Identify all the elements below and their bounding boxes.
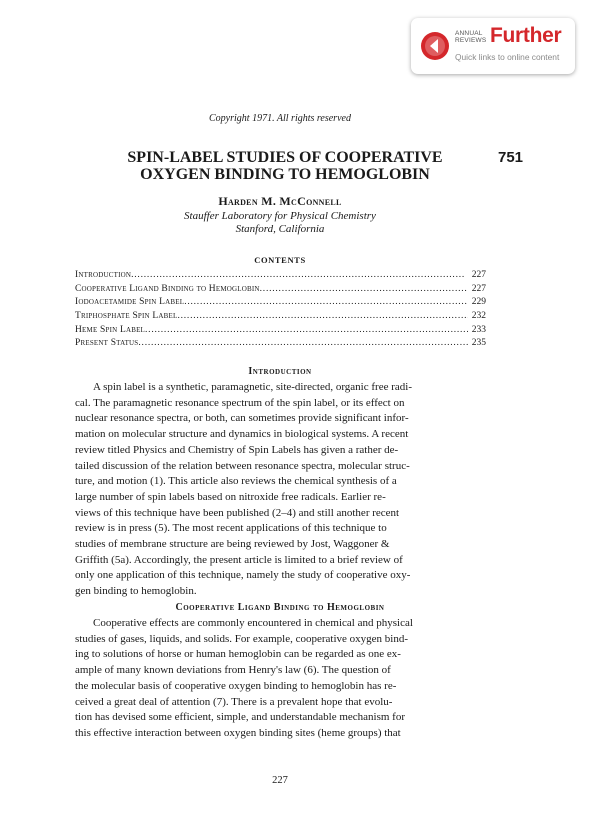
title-line: OXYGEN BINDING TO HEMOGLOBIN <box>140 166 430 183</box>
toc-entry-page: 232 <box>471 311 486 322</box>
toc-leader-dots <box>145 325 468 335</box>
toc-entry-title: Heme Spin Label <box>75 324 146 335</box>
toc-leader-dots <box>138 338 468 348</box>
toc-entry-title: Present Status <box>75 338 139 349</box>
contents-heading: CONTENTS <box>254 255 306 265</box>
text-line: ture, and motion (1). This article also reviews the chemical synthesis of a <box>75 475 397 488</box>
toc-entry[interactable] <box>75 270 486 284</box>
introduction-paragraph <box>75 380 488 600</box>
toc-leader-dots <box>131 270 468 280</box>
text-line: mation on molecular structure and dynamics in biological systems. A recent <box>75 428 409 441</box>
cooperative-binding-paragraph <box>75 616 488 742</box>
toc-entry-title: Iodoacetamide Spin Label <box>75 297 185 308</box>
text-line: this effective interaction between oxygen binding sites (heme groups) that <box>75 726 401 739</box>
toc-leader-dots <box>177 311 468 321</box>
toc-entry[interactable] <box>75 338 486 352</box>
text-line: ceived a great deal of attention (7). There is a prevalent hope that evolu- <box>75 695 393 708</box>
title-line: SPIN-LABEL STUDIES OF COOPERATIVE <box>127 149 443 166</box>
text-line: views of this technique have been published (2–4) and still another recent <box>75 506 400 519</box>
toc-entry-page: 233 <box>471 324 486 335</box>
text-line: gen binding to hemoglobin. <box>75 585 197 598</box>
text-line: tailed discussion of the relation between resonance spectra, molecular struc- <box>75 459 410 472</box>
journal-page-number: 751 <box>498 149 524 166</box>
text-line: Griffith (5a). Accordingly, the present article is limited to a brief review of <box>75 553 403 566</box>
text-line: studies of membrane structure are being reviewed by Jost, Waggoner & <box>75 538 390 551</box>
affiliation: Stauffer Laboratory for Physical Chemistry Stanford, California <box>184 210 376 235</box>
toc-entry-page: 227 <box>471 283 486 294</box>
badge-tagline: Quick links to online content <box>455 52 560 62</box>
toc-entry[interactable] <box>75 284 486 298</box>
toc-leader-dots <box>184 297 468 307</box>
toc-entry[interactable] <box>75 311 486 325</box>
text-line: A spin label is a synthetic, paramagnetic, site-directed, organic free radi- <box>93 381 412 393</box>
toc-leader-dots <box>260 284 468 294</box>
further-label: Further <box>490 24 562 47</box>
text-line: nuclear resonance spectra, or both, can sometimes provide significant infor- <box>75 412 409 425</box>
annual-reviews-wordmark: ANNUAL REVIEWS <box>455 30 487 44</box>
copyright-notice: Copyright 1971. All rights reserved <box>209 113 351 124</box>
text-line: large number of spin labels based on nitroxide free radicals. Earlier re- <box>75 490 386 503</box>
text-line: Cooperative effects are commonly encountered in chemical and physical <box>93 617 413 629</box>
text-line: cal. The paramagnetic resonance spectrum of the spin label, or its effect on <box>75 396 405 409</box>
toc-entry[interactable] <box>75 297 486 311</box>
toc-entry-page: 229 <box>471 297 486 308</box>
text-line: review is in press (5). The most recent applications of this technique to <box>75 522 387 535</box>
toc-entry[interactable] <box>75 325 486 339</box>
text-line: ample of many known deviations from Henry's law (6). The question of <box>75 664 391 677</box>
section-heading-cooperative-binding: Cooperative Ligand Binding to Hemoglobin <box>175 602 385 613</box>
author-name: Harden M. McConnell <box>218 194 342 208</box>
table-of-contents <box>75 270 486 352</box>
toc-entry-title: Introduction <box>75 270 132 280</box>
further-links-badge[interactable] <box>411 18 575 74</box>
text-line: studies of gases, liquids, and solids. For example, cooperative oxygen bind- <box>75 632 408 645</box>
text-line: the molecular basis of cooperative oxygen binding to hemoglobin has re- <box>75 679 397 692</box>
text-line: only one application of this technique, namely the study of cooperative oxy- <box>75 569 411 582</box>
toc-entry-title: Cooperative Ligand Binding to Hemoglobin <box>75 283 260 294</box>
section-heading-introduction: Introduction <box>248 366 312 377</box>
toc-entry-title: Triphosphate Spin Label <box>75 311 178 322</box>
toc-entry-page: 235 <box>471 338 486 349</box>
article-title <box>90 149 480 183</box>
toc-entry-page: 227 <box>471 270 486 280</box>
text-line: review titled Physics and Chemistry of Spin Labels has given a rather de- <box>75 443 399 456</box>
back-arrow-icon <box>420 31 450 61</box>
text-line: tion has devised some efficient, simple, and understandable mechanism for <box>75 711 406 724</box>
text-line: ing to solutions of horse or human hemoglobin can be regarded as one ex- <box>75 648 401 661</box>
page-number: 227 <box>272 775 288 786</box>
